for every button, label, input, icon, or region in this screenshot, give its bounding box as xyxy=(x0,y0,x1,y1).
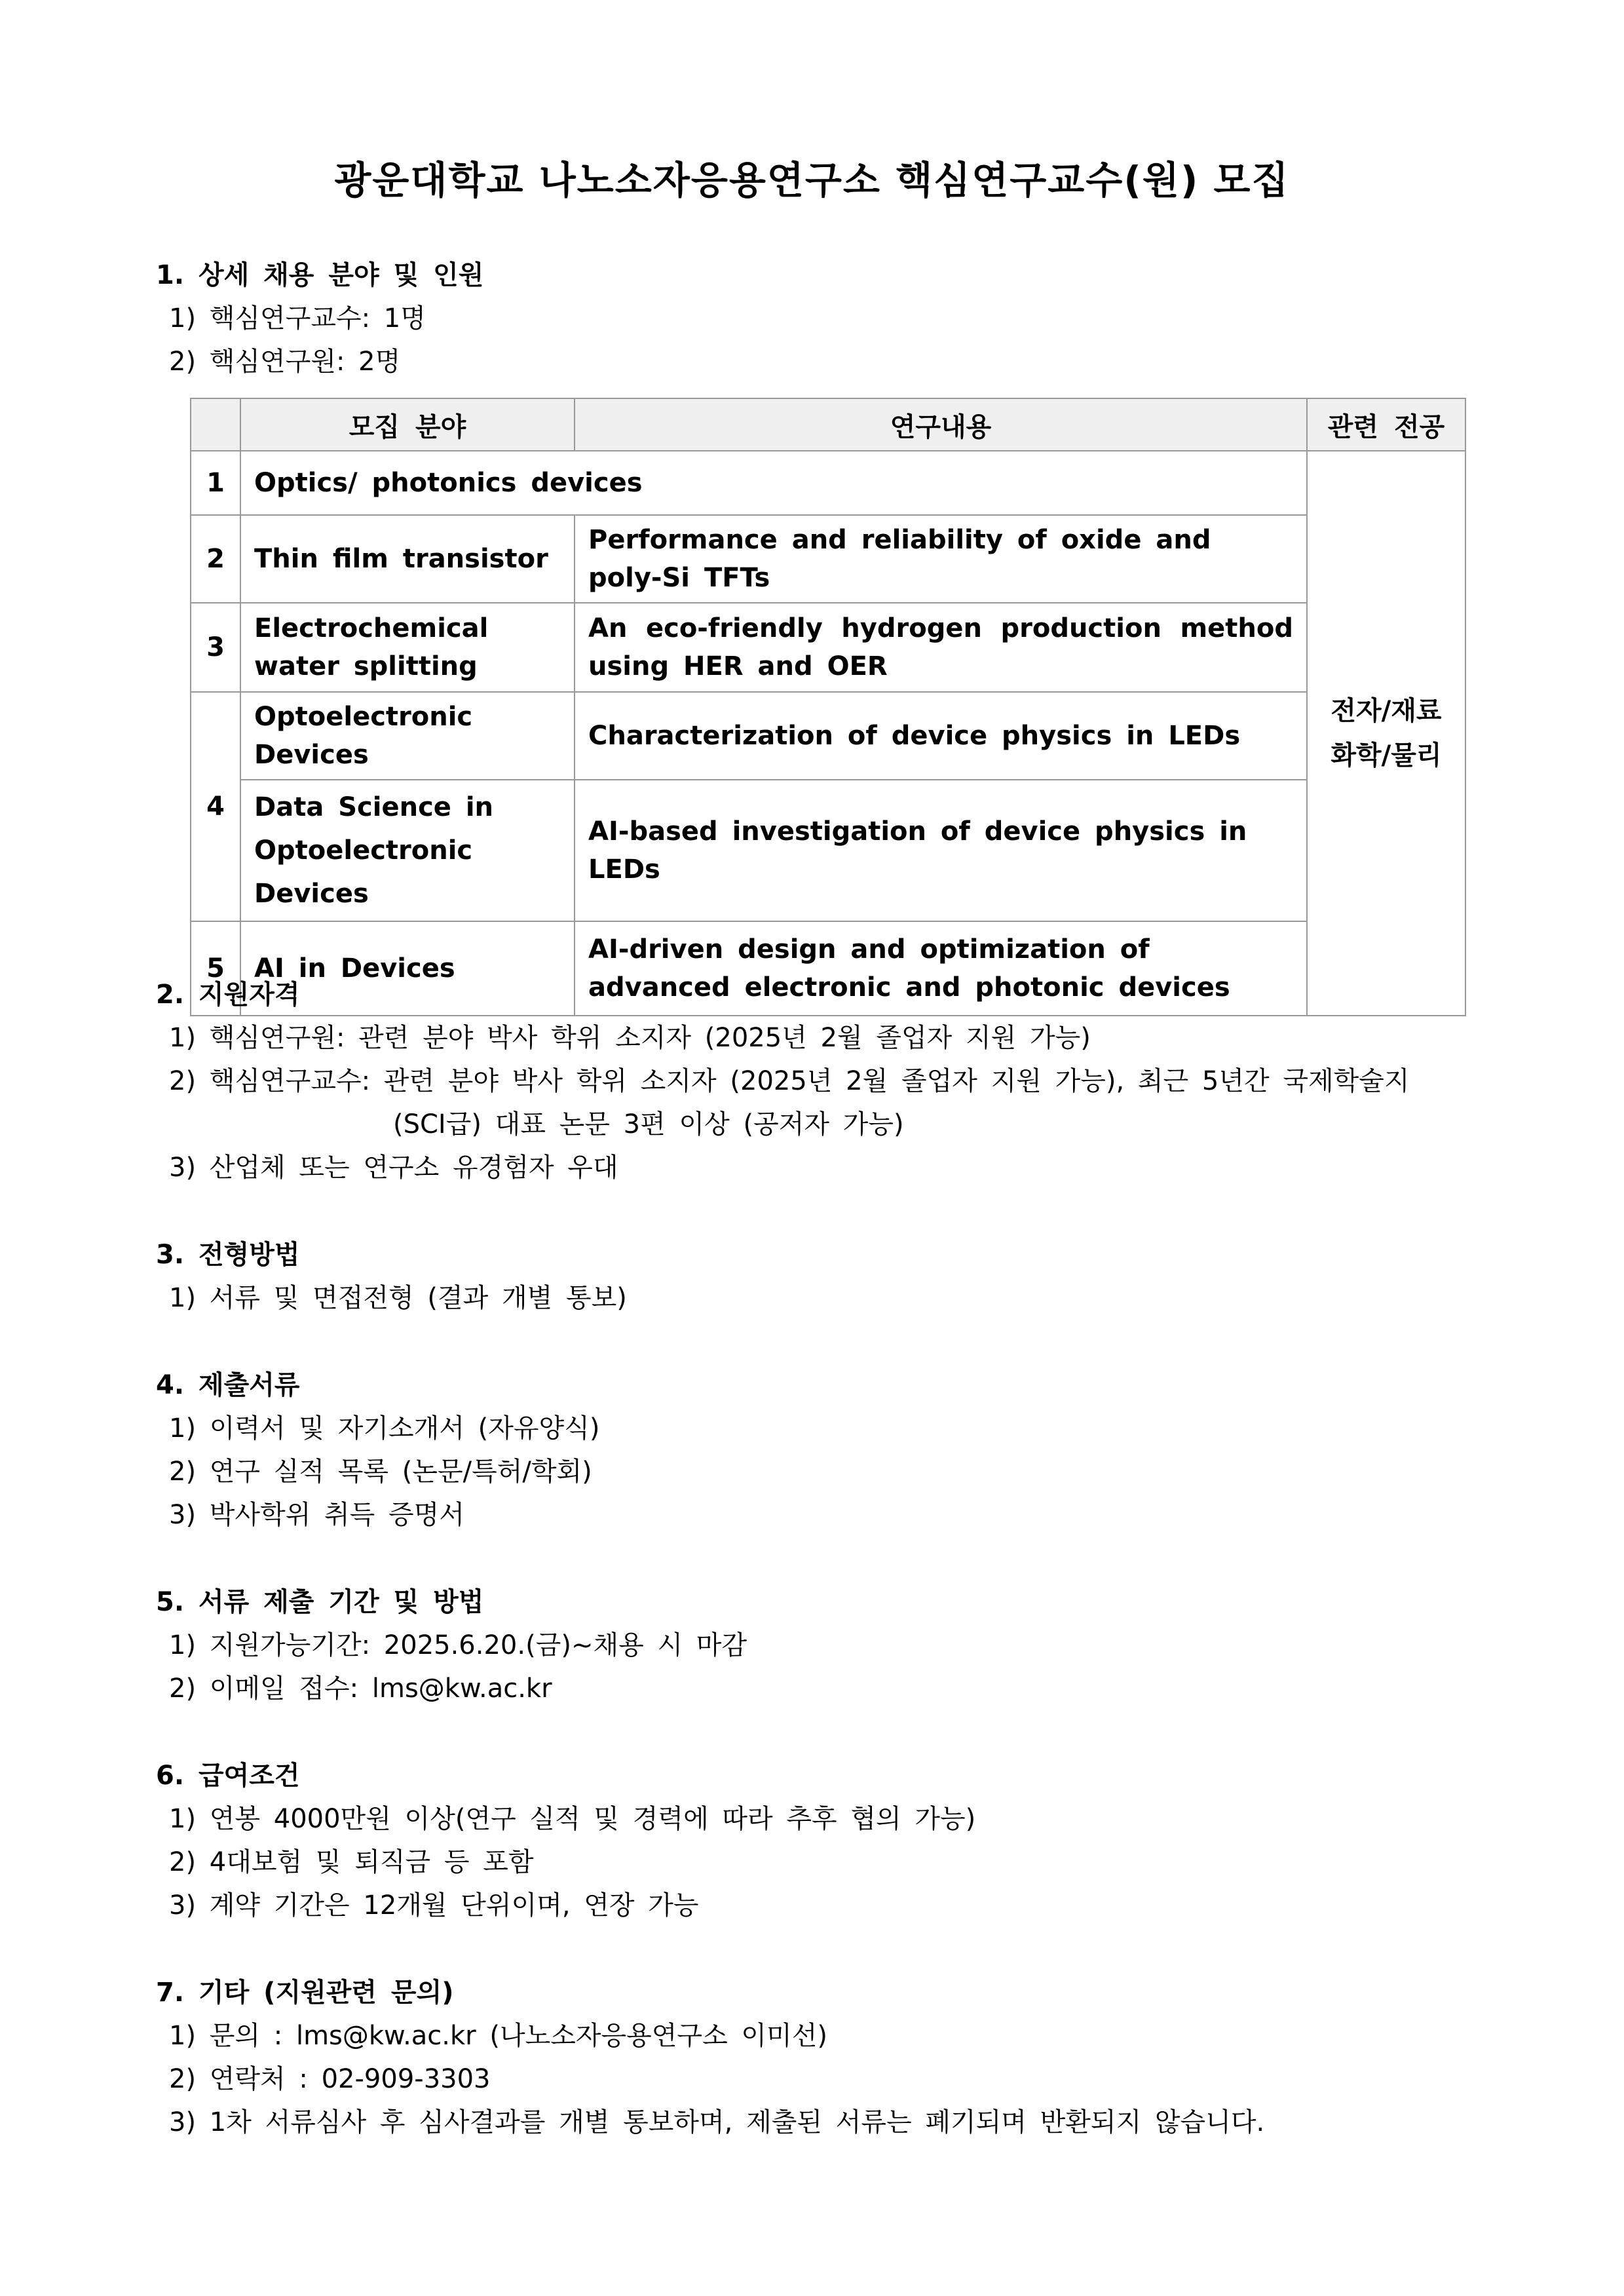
list-item: 1) 핵심연구원: 관련 분야 박사 학위 소지자 (2025년 2월 졸업자 지원 가능) xyxy=(169,1023,1091,1053)
list-item: 3) 1차 서류심사 후 심사결과를 개별 통보하며, 제출된 서류는 폐기되며 반환되지 않습니다. xyxy=(169,2107,1265,2137)
header-content: 연구내용 xyxy=(575,398,1307,451)
row-field: Optics/ photonics devices xyxy=(240,451,1307,515)
section-title-submission: 5. 서류 제출 기간 및 방법 xyxy=(156,1587,484,1617)
row-field: Electrochemical water splitting xyxy=(240,603,575,692)
section-title-qualifications: 2. 지원자격 xyxy=(156,980,300,1010)
row-number: 3 xyxy=(191,603,240,692)
list-item-continuation: (SCI급) 대표 논문 3편 이상 (공저자 가능) xyxy=(393,1109,904,1139)
table-row xyxy=(191,780,1465,921)
list-item: 2) 핵심연구교수: 관련 분야 박사 학위 소지자 (2025년 2월 졸업자 지원 가능), 최근 5년간 국제학술지 xyxy=(169,1066,1410,1096)
list-item: 1) 서류 및 면접전형 (결과 개별 통보) xyxy=(169,1283,627,1313)
row-field: AI in Devices xyxy=(240,921,575,1016)
row-number: 4 xyxy=(191,692,240,921)
list-item: 2) 이메일 접수: lms@kw.ac.kr xyxy=(169,1674,552,1704)
list-item: 1) 이력서 및 자기소개서 (자유양식) xyxy=(169,1413,600,1444)
list-item: 1) 지원가능기간: 2025.6.20.(금)~채용 시 마감 xyxy=(169,1630,747,1660)
page-title: 광운대학교 나노소자응용연구소 핵심연구교수(원) 모집 xyxy=(334,158,1290,202)
row-number: 5 xyxy=(191,921,240,1016)
section-title-documents: 4. 제출서류 xyxy=(156,1370,300,1400)
row-number: 2 xyxy=(191,515,240,603)
list-item: 2) 연락처 : 02-909-3303 xyxy=(169,2064,491,2094)
header-major: 관련 전공 xyxy=(1307,398,1465,451)
row-content: Performance and reliability of oxide and poly-Si TFTs xyxy=(575,515,1307,603)
list-item: 3) 박사학위 취득 증명서 xyxy=(169,1500,464,1530)
header-num xyxy=(191,398,240,451)
list-item: 1) 연봉 4000만원 이상(연구 실적 및 경력에 따라 추후 협의 가능) xyxy=(169,1804,976,1834)
section-title-recruitment: 1. 상세 채용 분야 및 인원 xyxy=(156,260,484,290)
row-field: Optoelectronic Devices xyxy=(240,692,575,780)
list-item: 2) 연구 실적 목록 (논문/특허/학회) xyxy=(169,1457,592,1487)
table-row xyxy=(191,603,1465,692)
table-row xyxy=(191,692,1465,780)
row-content: AI-based investigation of device physics in LEDs xyxy=(575,780,1307,921)
major-line: 화학/물리 xyxy=(1331,740,1442,771)
row-content: Characterization of device physics in LEDs xyxy=(575,692,1307,780)
list-item: 3) 산업체 또는 연구소 유경험자 우대 xyxy=(169,1153,618,1183)
table-row xyxy=(191,921,1465,1016)
list-item: 2) 핵심연구원: 2명 xyxy=(169,347,401,377)
list-item: 1) 핵심연구교수: 1명 xyxy=(169,303,426,334)
header-field: 모집 분야 xyxy=(240,398,575,451)
major-line: 전자/재료 xyxy=(1331,696,1442,726)
list-item: 2) 4대보험 및 퇴직금 등 포함 xyxy=(169,1847,534,1877)
list-item: 1) 문의 : lms@kw.ac.kr (나노소자응용연구소 이미선) xyxy=(169,2021,827,2051)
section-title-selection: 3. 전형방법 xyxy=(156,1240,300,1270)
table-row xyxy=(191,451,1465,515)
table-header-row xyxy=(191,398,1465,451)
recruitment-table xyxy=(190,398,1466,1016)
row-field: Thin film transistor xyxy=(240,515,575,603)
row-field: Data Science in Optoelectronic Devices xyxy=(240,780,575,921)
row-number: 1 xyxy=(191,451,240,515)
list-item: 3) 계약 기간은 12개월 단위이며, 연장 가능 xyxy=(169,1890,699,1921)
row-content: An eco-friendly hydrogen production method using HER and OER xyxy=(575,603,1307,692)
related-major-cell xyxy=(1307,451,1465,1016)
row-content: AI-driven design and optimization of advanced electronic and photonic devices xyxy=(575,921,1307,1016)
table-row xyxy=(191,515,1465,603)
section-title-salary: 6. 급여조건 xyxy=(156,1761,300,1791)
section-title-etc: 7. 기타 (지원관련 문의) xyxy=(156,1978,454,2008)
